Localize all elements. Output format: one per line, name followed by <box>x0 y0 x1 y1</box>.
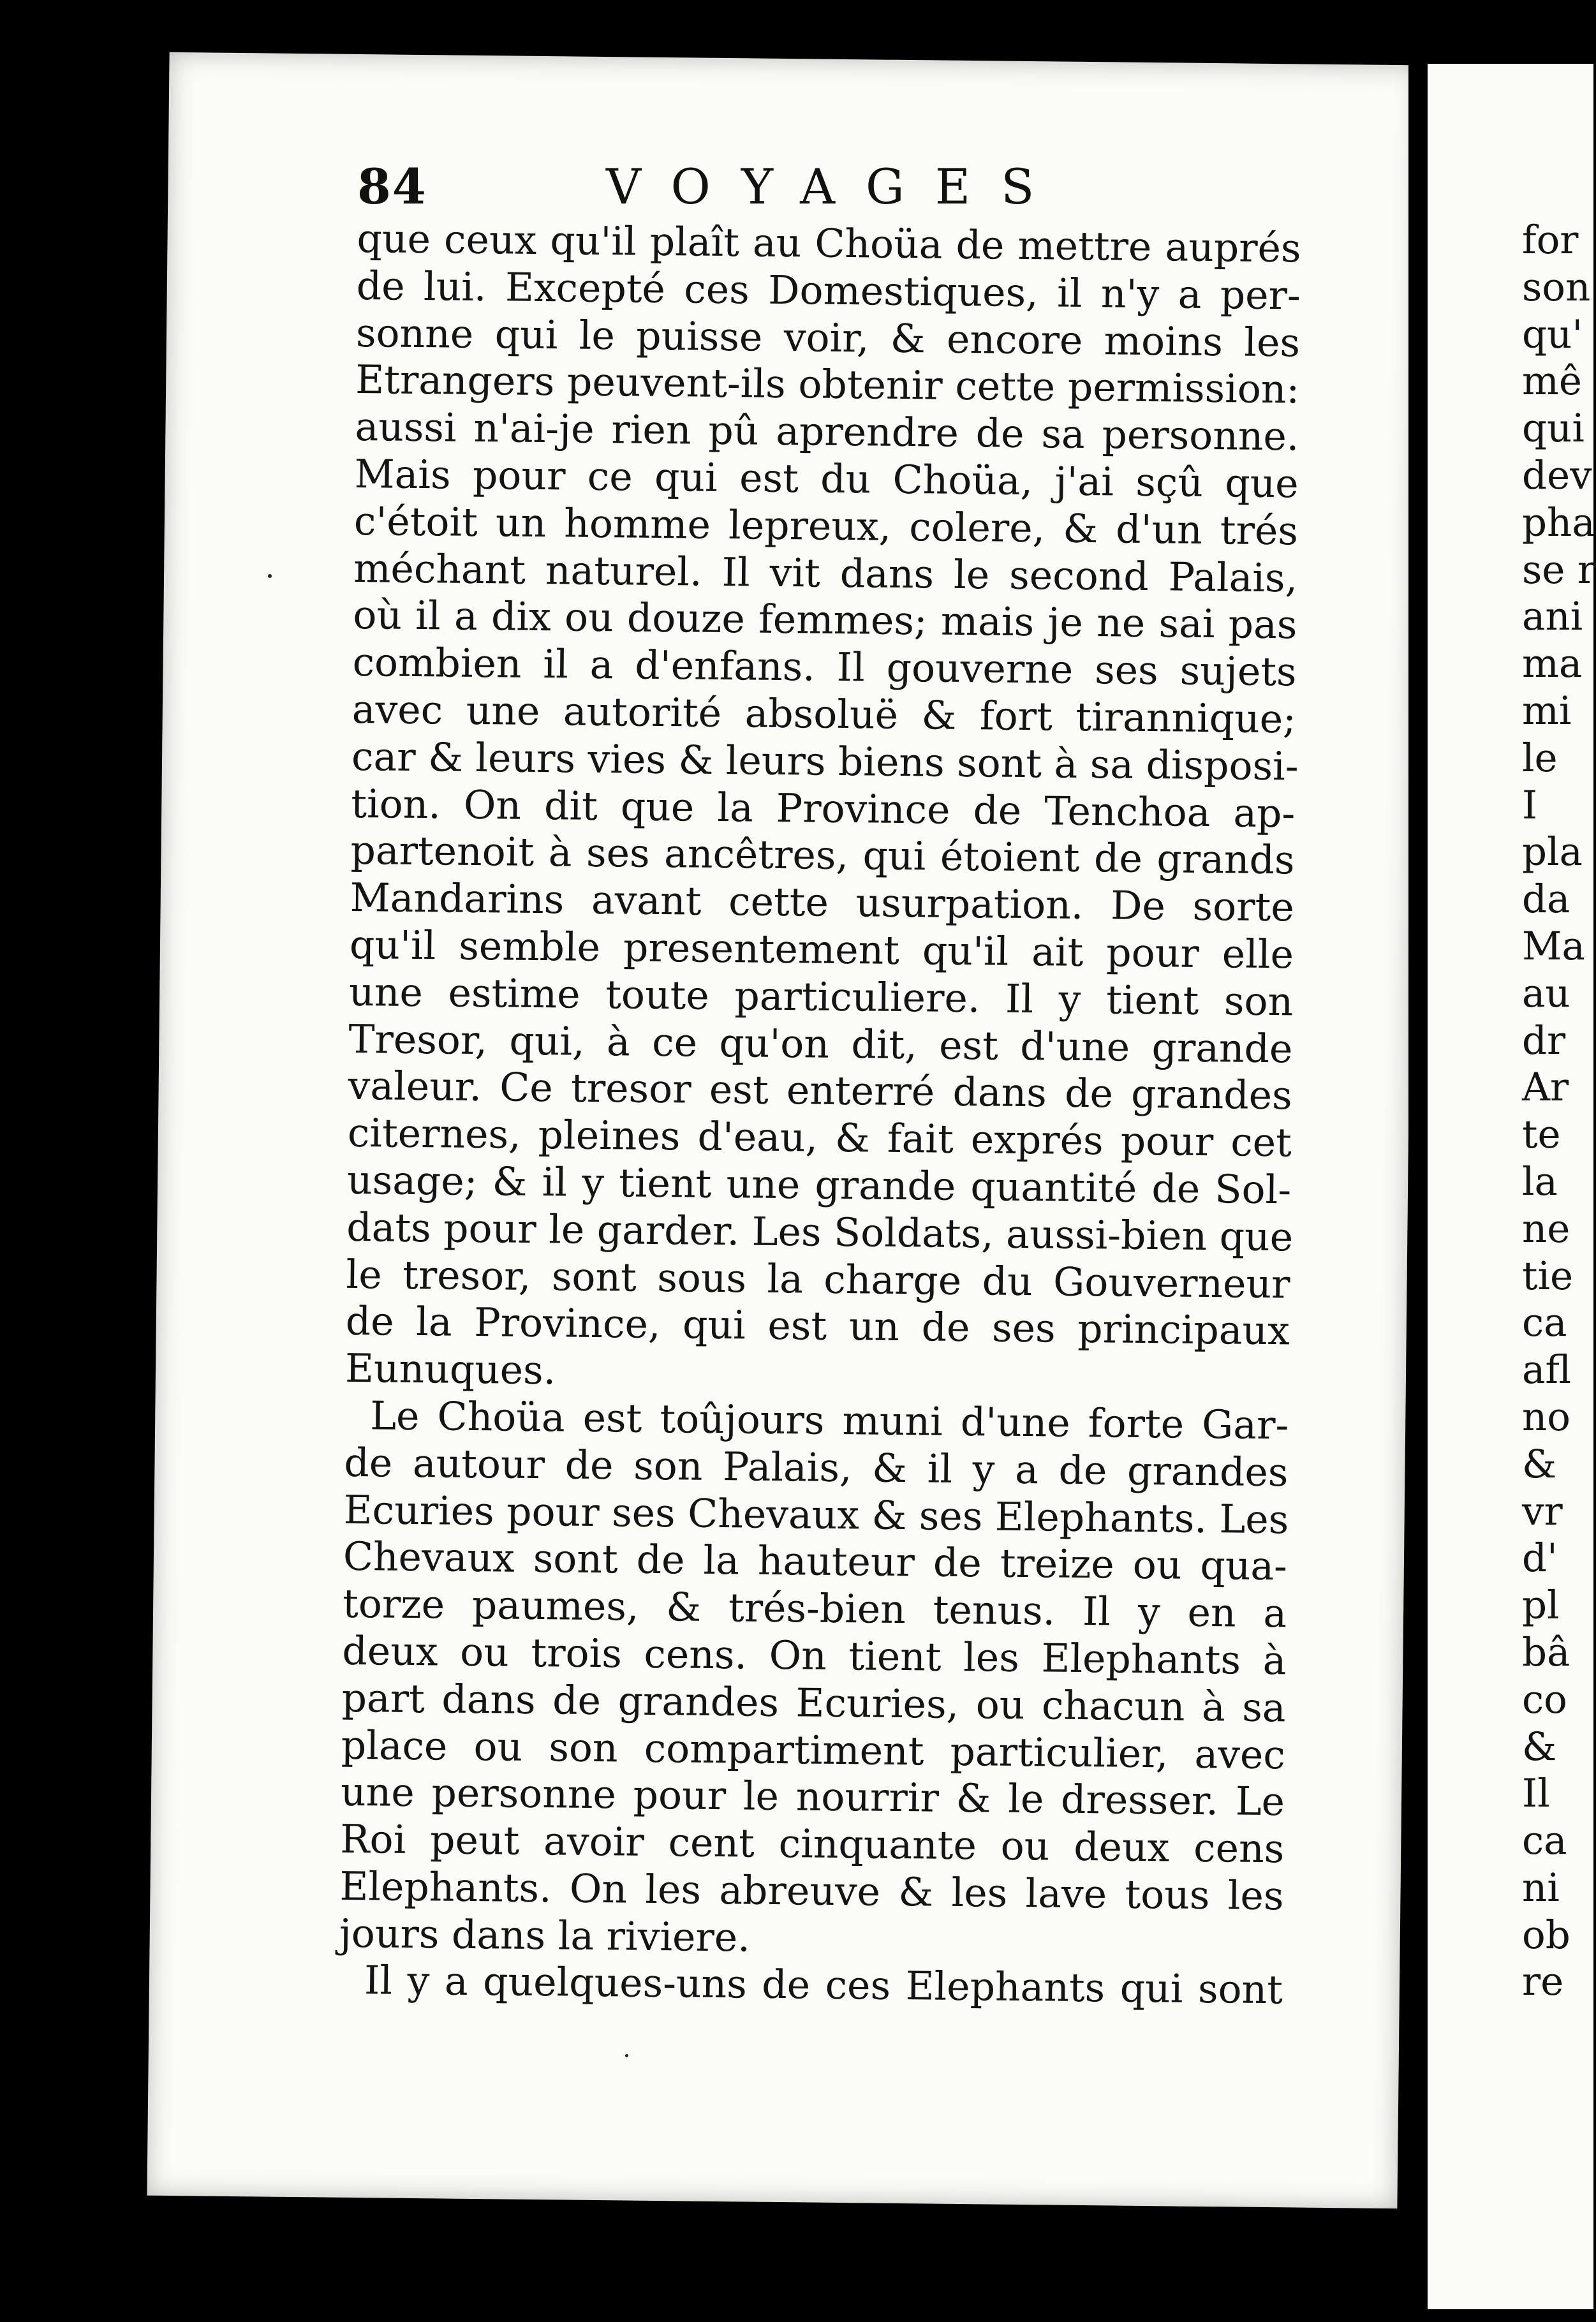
text-line: Eunuques. <box>344 1345 556 1394</box>
right-page-fragment: la <box>1522 1158 1558 1204</box>
right-page-fragment: qui <box>1522 406 1585 452</box>
text-line: de autour de son Palais, & il y a de grandes <box>344 1439 1289 1496</box>
right-page-fragment: & <box>1522 1724 1557 1770</box>
right-page-fragment: Ar <box>1522 1065 1569 1111</box>
right-page-fragment: d' <box>1522 1535 1558 1581</box>
text-line: Chevaux sont de la hauteur de treize ou qua- <box>343 1534 1288 1590</box>
right-page-fragment: ne <box>1522 1206 1570 1252</box>
text-line: de la Province, qui est un de ses principaux <box>345 1298 1290 1354</box>
right-page-fragment: co <box>1522 1676 1567 1722</box>
text-line: que ceux qu'il plaît au Choüa de mettre auprés <box>357 216 1301 272</box>
text-line: qu'il semble presentement qu'il ait pour elle <box>349 921 1294 978</box>
text-line: où il a dix ou douze femmes; mais je ne sai pas <box>353 592 1297 648</box>
right-page-fragment: re <box>1522 1959 1564 2005</box>
text-line: Etrangers peuvent-ils obtenir cette permission: <box>355 357 1300 413</box>
right-page-text-fragments <box>1522 217 1596 2006</box>
text-line: de lui. Excepté ces Domestiques, il n'y a per- <box>356 262 1301 319</box>
right-page-fragment: & <box>1522 1441 1557 1487</box>
text-line: place ou son compartiment particulier, avec <box>341 1722 1286 1778</box>
text-line: partenoit à ses ancêtres, qui étoient de grands <box>350 827 1295 884</box>
text-line: Mandarins avant cette usurpation. De sorte <box>350 875 1295 931</box>
text-line: tion. On dit que la Province de Tenchoa ap- <box>350 780 1296 837</box>
right-page-fragment: for <box>1522 218 1579 263</box>
right-page-fragment: dr <box>1522 1017 1566 1063</box>
right-page-fragment: tie <box>1522 1253 1574 1299</box>
text-line: valeur. Ce tresor est enterré dans de grandes <box>348 1063 1293 1119</box>
text-line: une estime toute particuliere. Il y tient son <box>348 968 1294 1025</box>
text-line: Ecuries pour ses Chevaux & ses Elephants. Les <box>343 1486 1289 1542</box>
right-page-fragment: se r <box>1522 547 1596 593</box>
text-line: Tresor, qui, à ce qu'on dit, est d'une grande <box>348 1016 1293 1072</box>
right-page-fragment: mê <box>1522 359 1582 404</box>
running-header <box>357 158 1276 222</box>
text-line: Il y a quelques-uns de ces Elephants qui sont <box>364 1957 1283 2013</box>
right-page-fragment: le <box>1522 735 1558 781</box>
text-line: le tresor, sont sous la charge du Gouverneur <box>346 1251 1290 1307</box>
text-line: Roi peut avoir cent cinquante ou deux cens <box>339 1815 1285 1872</box>
text-line: sonne qui le puisse voir, & encore moins les <box>355 309 1301 366</box>
text-line: torze paumes, & trés-bien tenus. Il y en a <box>342 1580 1287 1637</box>
ink-speck <box>625 2054 628 2057</box>
text-line: deux ou trois cens. On tient les Elephants à <box>342 1627 1287 1684</box>
text-line: jours dans la riviere. <box>339 1910 751 1961</box>
right-page-fragment: I <box>1522 782 1538 828</box>
text-line: Mais pour ce qui est du Choüa, j'ai sçû que <box>354 450 1299 507</box>
right-page-fragment: da <box>1522 876 1570 922</box>
book-gutter <box>1408 38 1428 2271</box>
right-page-fragment: ma <box>1522 641 1583 687</box>
right-page-fragment: afl <box>1522 1347 1572 1393</box>
right-page-fragment: ca <box>1522 1300 1567 1346</box>
text-line: avec une autorité absoluë & fort tirannique; <box>351 686 1297 743</box>
text-line: citernes, pleines d'eau, & fait exprés pour cet <box>347 1110 1292 1166</box>
right-page-fragment: Ma <box>1522 923 1585 969</box>
right-page-fragment: pl <box>1522 1583 1560 1629</box>
text-line: dats pour le garder. Les Soldats, aussi-bien que <box>346 1204 1294 1261</box>
right-page-fragment: bâ <box>1522 1629 1570 1675</box>
text-line: combien il a d'enfans. Il gouverne ses sujets <box>352 639 1297 695</box>
right-page-fragment: mi <box>1522 688 1572 734</box>
right-page-fragment: au <box>1522 970 1570 1016</box>
running-title: VOYAGES <box>606 158 1065 215</box>
right-page-fragment: pla <box>1522 829 1583 875</box>
text-line: part dans de grandes Ecuries, ou chacun à sa <box>341 1675 1286 1731</box>
right-page-fragment: qu' <box>1522 311 1583 357</box>
text-line: Elephants. On les abreuve & les lave tous les <box>339 1863 1284 1919</box>
right-page-fragment: son <box>1522 264 1591 310</box>
right-page-fragment: dev <box>1522 452 1592 498</box>
right-page-fragment: Il <box>1522 1771 1550 1817</box>
right-page-fragment: no <box>1522 1394 1571 1440</box>
text-line: une personne pour le nourrir & le dresser. Le <box>340 1769 1285 1825</box>
right-page-fragment: ani <box>1522 594 1583 640</box>
text-line: aussi n'ai-je rien pû aprendre de sa personne. <box>355 404 1299 460</box>
right-page-fragment: pha <box>1522 499 1595 545</box>
right-page-fragment: vr <box>1522 1488 1563 1534</box>
right-page-fragment: ni <box>1522 1865 1560 1911</box>
right-page-fragment: ca <box>1522 1818 1567 1864</box>
page-number: 84 <box>357 158 427 215</box>
right-page-fragment: te <box>1522 1112 1561 1158</box>
ink-speck <box>268 574 272 578</box>
right-page-fragment: ob <box>1522 1912 1570 1958</box>
text-line: car & leurs vies & leurs biens sont à sa disposi- <box>351 733 1299 790</box>
text-line: méchant naturel. Il vit dans le second Palais, <box>353 545 1298 602</box>
text-line: usage; & il y tient une grande quantité de Sol- <box>346 1157 1292 1213</box>
text-line: c'étoit un homme lepreux, colere, & d'un trés <box>353 498 1299 554</box>
text-line: Le Choüa est toûjours muni d'une forte Gar- <box>369 1393 1289 1449</box>
body-text <box>339 216 1301 2015</box>
